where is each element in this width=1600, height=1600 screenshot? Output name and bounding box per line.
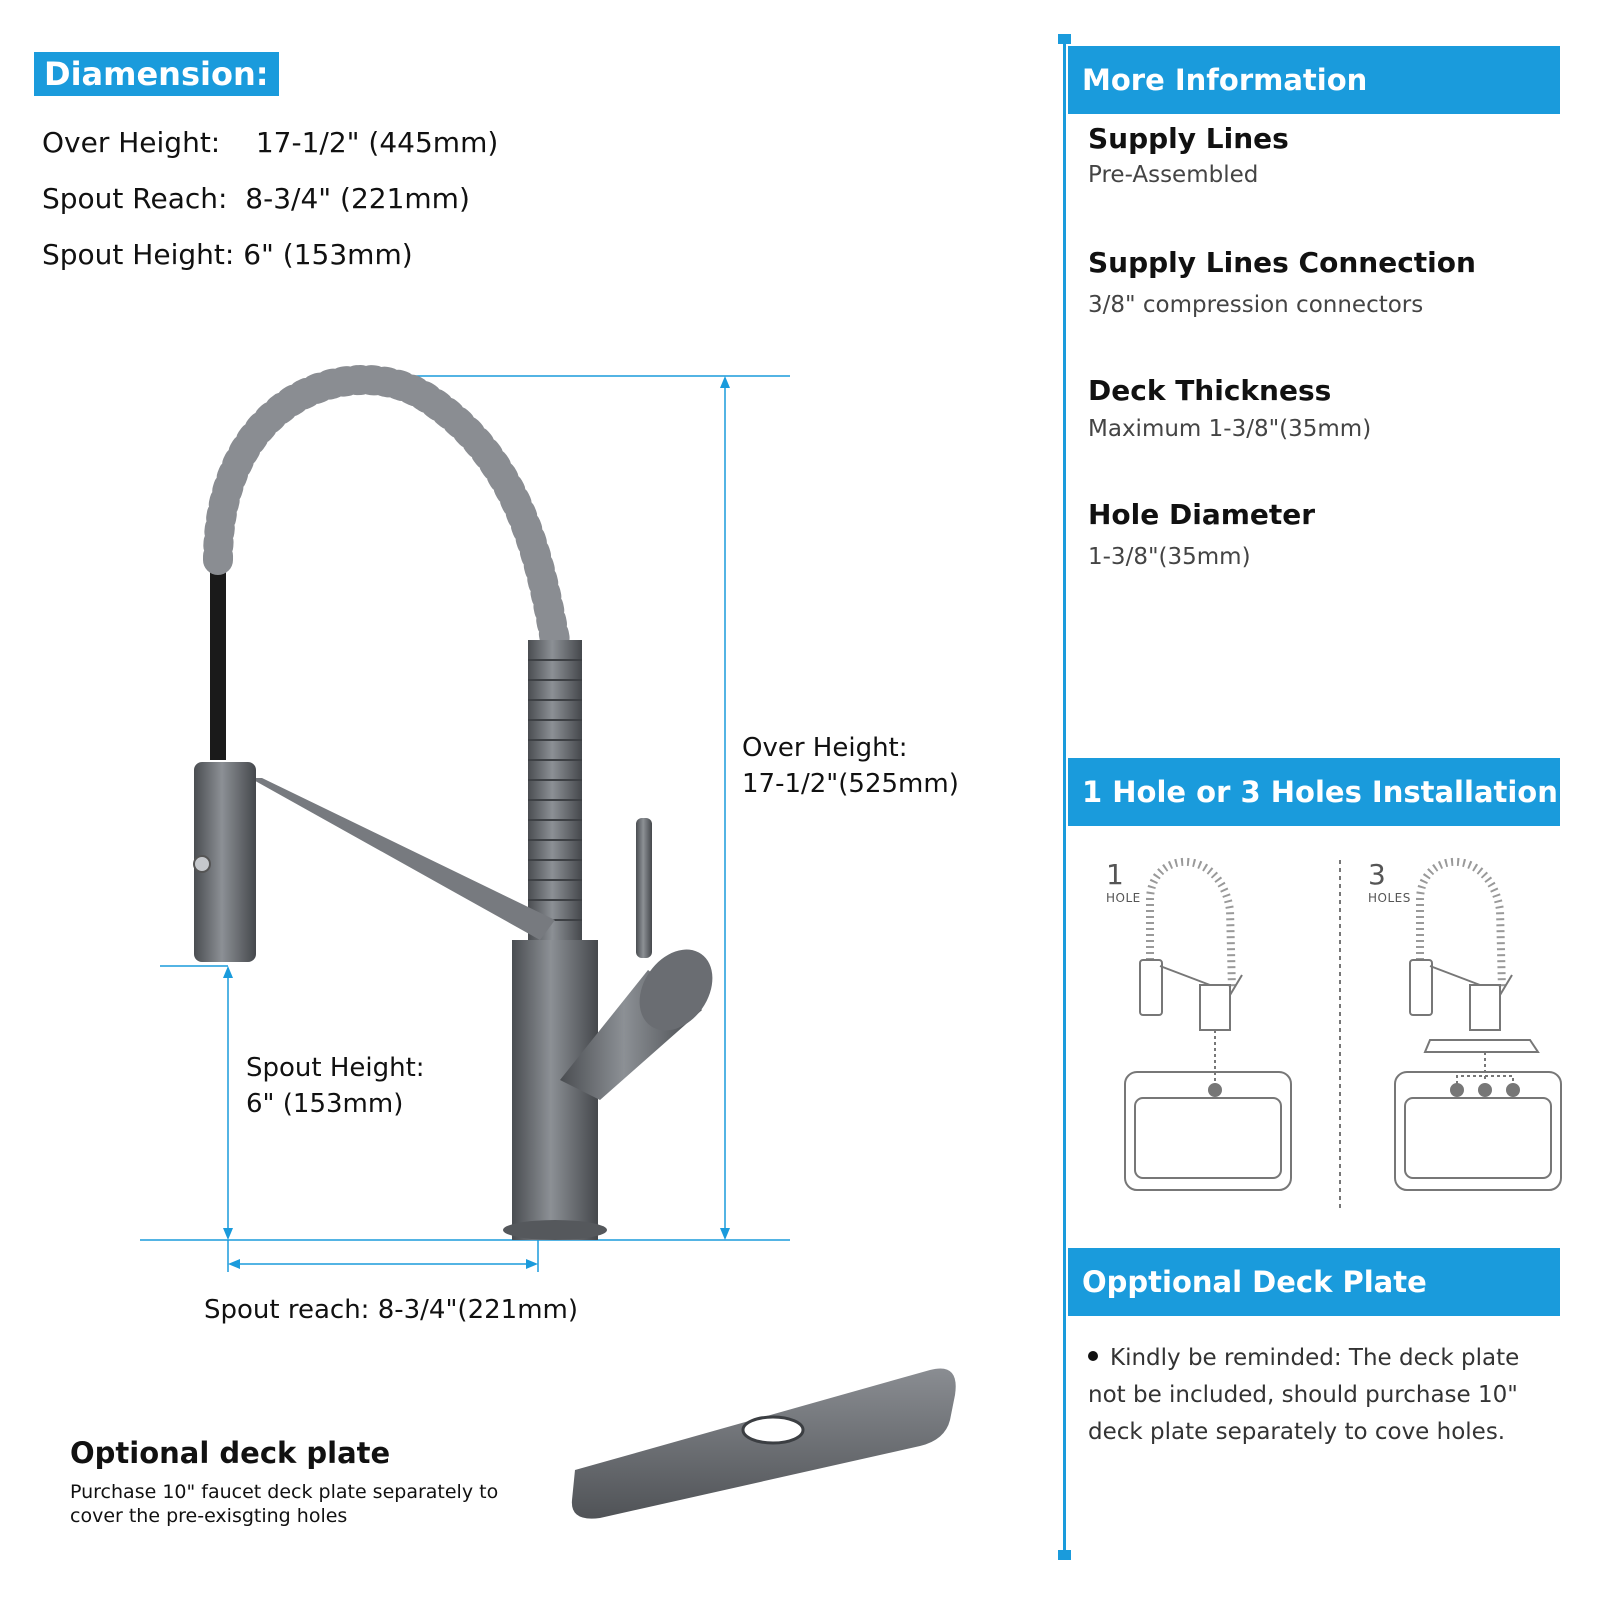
note-text: Kindly be reminded: The deck plate not be included, should purchase 10" deck plate separately to cove holes. xyxy=(1088,1345,1520,1445)
installation-thumbnails xyxy=(1125,860,1561,1212)
callout-label: Over Height: xyxy=(742,733,908,763)
info-title: Hole Diameter xyxy=(1088,498,1316,531)
handle-lever xyxy=(636,818,652,958)
info-value: Pre-Assembled xyxy=(1088,162,1259,188)
callout-label: Spout Height: xyxy=(246,1053,425,1083)
spray-arm xyxy=(250,778,555,940)
callout-value: 6" (153mm) xyxy=(246,1089,404,1119)
spec-value: 8-3/4" (221mm) xyxy=(245,182,470,215)
spec-label: Spout Reach: xyxy=(42,182,228,215)
callout-value: 17-1/2"(525mm) xyxy=(742,769,959,799)
hole-count: 1 xyxy=(1106,858,1124,891)
divider-cap-top xyxy=(1058,34,1071,44)
installation-banner: 1 Hole or 3 Holes Installation xyxy=(1068,758,1560,826)
divider-cap-bottom xyxy=(1058,1550,1071,1560)
hole-count: 3 xyxy=(1368,858,1386,891)
info-title: Deck Thickness xyxy=(1088,374,1332,407)
spec-spout-reach xyxy=(42,182,470,215)
spec-over-height xyxy=(42,126,498,159)
deck-plate-illustration xyxy=(572,1368,956,1518)
three-holes-label xyxy=(1368,858,1411,905)
spec-value: 6" (153mm) xyxy=(243,238,413,271)
divider-line xyxy=(1063,36,1066,1558)
info-value: 1-3/8"(35mm) xyxy=(1088,544,1251,570)
spray-button xyxy=(194,856,210,872)
info-title: Supply Lines Connection xyxy=(1088,246,1476,279)
more-info-banner: More Information xyxy=(1068,46,1560,114)
hole-word: HOLE xyxy=(1106,891,1141,905)
bullet-icon xyxy=(1088,1351,1098,1361)
info-title: Supply Lines xyxy=(1088,122,1289,155)
over-height-callout xyxy=(742,730,959,802)
deck-plate-title: Optional deck plate xyxy=(70,1436,391,1470)
spec-label: Over Height: xyxy=(42,126,221,159)
deck-plate-note xyxy=(1088,1340,1548,1451)
spec-label: Spout Height: xyxy=(42,238,235,271)
spout-height-callout xyxy=(246,1050,425,1122)
ribbed-spring xyxy=(528,640,582,940)
dimension-title: Diamension: xyxy=(34,52,279,96)
one-hole-label xyxy=(1106,858,1141,905)
spec-value: 17-1/2" (445mm) xyxy=(255,126,499,159)
hole-word: HOLES xyxy=(1368,891,1411,905)
spec-spout-height xyxy=(42,238,413,271)
optional-deck-banner: Opptional Deck Plate xyxy=(1068,1248,1560,1316)
info-value: Maximum 1-3/8"(35mm) xyxy=(1088,416,1372,442)
deck-plate-description: Purchase 10" faucet deck plate separately to cover the pre-exisgting holes xyxy=(70,1481,499,1527)
spout-reach-callout: Spout reach: 8-3/4"(221mm) xyxy=(204,1295,578,1325)
info-value: 3/8" compression connectors xyxy=(1088,292,1424,318)
faucet-base xyxy=(503,1220,607,1240)
